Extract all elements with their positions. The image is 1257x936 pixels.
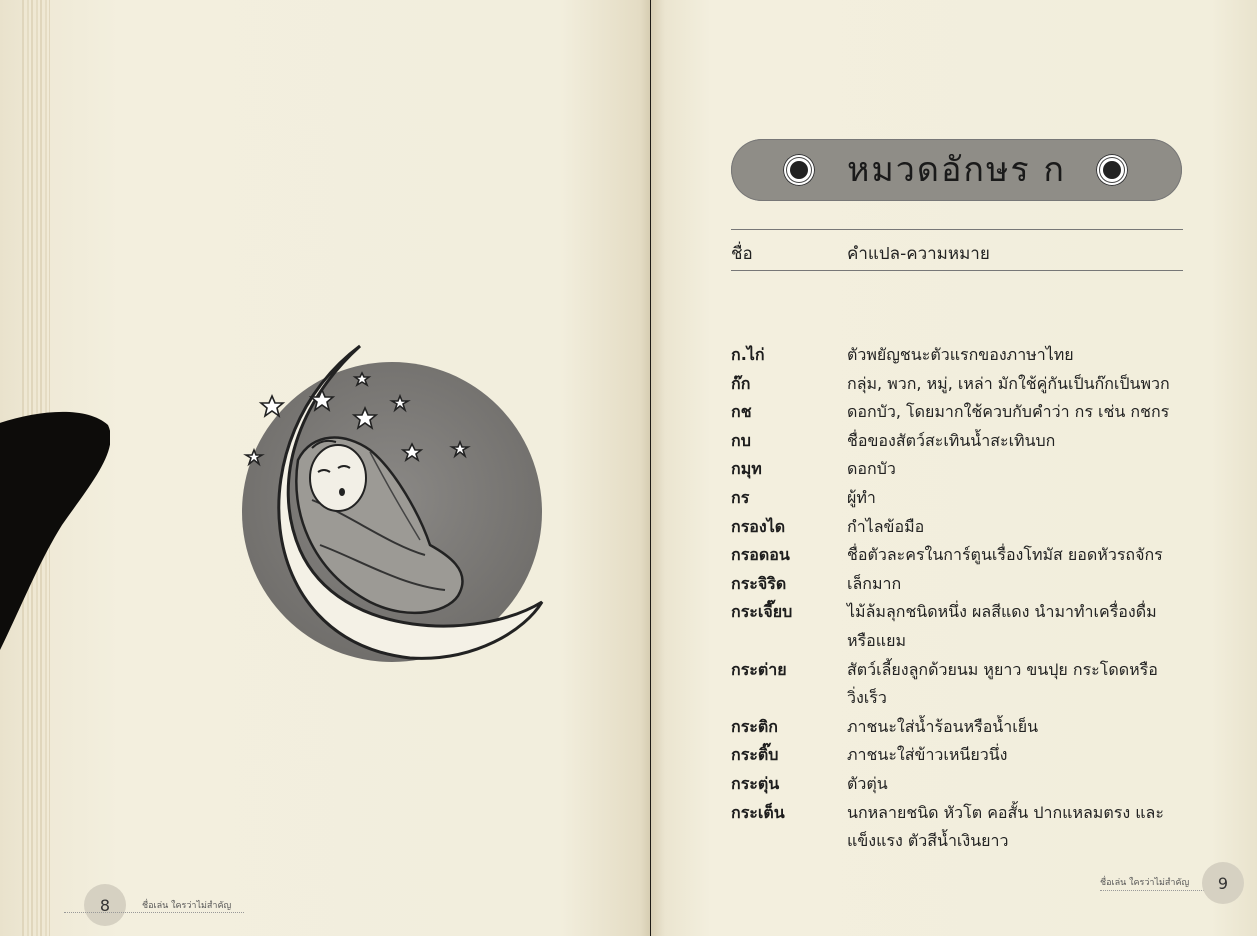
bullet-icon	[1096, 154, 1128, 186]
entry-definition: ภาชนะใส่ข้าวเหนียวนึ่ง	[847, 745, 1008, 765]
glossary-list	[731, 341, 1183, 856]
footer-rule	[64, 912, 244, 913]
section-title: หมวดอักษร ก	[846, 150, 1067, 190]
section-header	[731, 139, 1182, 201]
entry-definition: ชื่อตัวละครในการ์ตูนเรื่องโทมัส ยอดหัวรถจักร	[847, 545, 1163, 565]
entry-term: กมุท	[731, 459, 762, 479]
entry-term: กร	[731, 487, 750, 507]
entry-term: กระเจี๊ยบ	[731, 602, 793, 622]
entry-term: กรองได	[731, 516, 786, 536]
list-item	[731, 656, 1183, 713]
entry-term: กบ	[731, 430, 751, 450]
list-item	[731, 513, 1183, 542]
moon-baby-icon	[220, 340, 550, 670]
entry-term: กระเต็น	[731, 802, 785, 822]
entry-definition: สัตว์เลี้ยงลูกด้วยนม หูยาว ขนปุย กระโดดหรือ วิ่งเร็ว	[847, 659, 1158, 708]
footer-rule	[1100, 890, 1204, 891]
column-header-name: ชื่อ	[731, 244, 753, 264]
list-item	[731, 741, 1183, 770]
entry-definition: ไม้ล้มลุกชนิดหนึ่ง ผลสีแดง นำมาทำเครื่องดื่ม หรือแยม	[847, 602, 1157, 650]
entry-term: กระติก	[731, 716, 778, 736]
list-item	[731, 570, 1183, 599]
entry-definition: กำไลข้อมือ	[847, 516, 925, 536]
entry-definition: ผู้ทำ	[847, 487, 876, 507]
entry-definition: ตัวพยัญชนะตัวแรกของภาษาไทย	[847, 345, 1074, 364]
entry-term: กระจิริด	[731, 573, 787, 593]
entry-definition: ดอกบัว, โดยมากใช้ควบกับคำว่า กร เช่น กชกร	[847, 402, 1170, 422]
entry-definition: เล็กมาก	[847, 573, 902, 593]
list-item	[731, 455, 1183, 484]
divider	[731, 270, 1183, 271]
entry-definition: ภาชนะใส่น้ำร้อนหรือน้ำเย็น	[847, 716, 1039, 736]
list-item	[731, 398, 1183, 427]
list-item	[731, 770, 1183, 799]
column-header-meaning: คำแปล-ความหมาย	[847, 244, 990, 264]
entry-term: ก๊ก	[731, 373, 751, 393]
entry-definition: ตัวตุ่น	[847, 773, 888, 793]
entry-term: กรอดอน	[731, 545, 790, 565]
entry-term: กระตุ่น	[731, 773, 780, 793]
entry-term: กระต่าย	[731, 659, 787, 679]
finger-shadow	[0, 405, 110, 650]
entry-term: กช	[731, 402, 752, 422]
entry-term: กระติ๊บ	[731, 745, 779, 765]
list-item	[731, 370, 1183, 399]
divider	[731, 229, 1183, 230]
list-item	[731, 484, 1183, 513]
entry-definition: นกหลายชนิด หัวโต คอสั้น ปากแหลมตรง และ แข็งแรง ตัวสีน้ำเงินยาว	[847, 802, 1164, 851]
list-item	[731, 799, 1183, 856]
entry-definition: ชื่อของสัตว์สะเทินน้ำสะเทินบก	[847, 430, 1056, 450]
list-item	[731, 713, 1183, 742]
list-item	[731, 427, 1183, 456]
page-number: 8	[84, 884, 126, 926]
list-item	[731, 598, 1183, 655]
entry-definition: ดอกบัว	[847, 459, 896, 479]
running-footer: ชื่อเล่น ใครว่าไม่สำคัญ	[1100, 878, 1190, 888]
entry-definition: กลุ่ม, พวก, หมู่, เหล่า มักใช้คู่กันเป็นก๊กเป็นพวก	[847, 373, 1170, 393]
running-footer: ชื่อเล่น ใครว่าไม่สำคัญ	[142, 901, 232, 911]
list-item	[731, 541, 1183, 570]
list-item	[731, 341, 1183, 370]
entry-term: ก.ไก่	[731, 345, 765, 364]
page-number: 9	[1202, 862, 1244, 904]
